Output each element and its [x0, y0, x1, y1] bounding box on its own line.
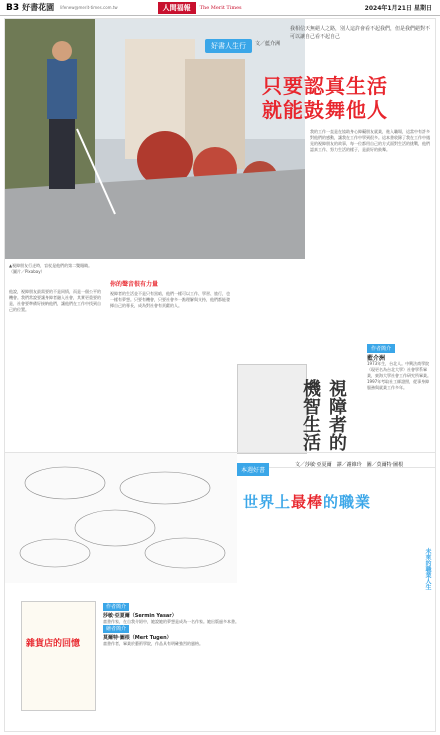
- side-vertical-text: 未來的職業人生: [424, 548, 431, 590]
- article-column-2: 視障者的生活並不是只有黑暗，他們一樣可以工作、學習、旅行，也一樣有夢想。只要有機會，只要社會多一點理解與支持，他們都能發揮自己的專長，成為對社會有貢獻的人。: [110, 291, 230, 308]
- photo-caption: ▲視障朋友行走時，盲杖是他們的第二雙眼睛。（圖片／Pixabay）: [9, 263, 93, 274]
- bottom-article-headline: [243, 491, 371, 512]
- article-quote: 我相信天無絕人之路，別人這許會看不起我們，但是我們絕對不可以讓自己看不起自己: [290, 26, 431, 40]
- article-tag: 好書人生行: [205, 39, 252, 53]
- page-header: [0, 0, 440, 16]
- article-byline: 文／藍介洲: [255, 41, 281, 47]
- top-article: [4, 18, 436, 468]
- illustrator-name: 莫爾特‧圖根（Mert Tugen）: [103, 635, 172, 641]
- headline-part-b: 最棒: [291, 493, 324, 511]
- bottom-article: [4, 452, 436, 732]
- author-intro-tag-2: 作者簡介: [103, 603, 129, 611]
- author-intro-tag: 作者簡介: [367, 344, 395, 353]
- section-number: B3: [6, 2, 20, 13]
- book-title: 視障者的機智生活: [300, 379, 347, 451]
- article-column-3: 他說，視障朋友最需要的不是同情，而是一個公平的機會。我們常說要讓身障者融入社會，其實更重要的是，社會要準備好接納他們，讓他們在工作中找到自己的位置。: [9, 289, 101, 312]
- bottom-credits: [103, 603, 243, 647]
- section-name: 好書花園: [22, 3, 55, 12]
- headline-part-a: 世界上: [243, 493, 292, 511]
- newspaper-logo: 人間福報: [158, 2, 196, 14]
- bottom-article-tag: 本週好書: [237, 463, 269, 476]
- article-column-1: 我的工作一直是在協助身心障礙朋友就業，進入職場，這當中有許多對他們的感動，讓我在工作中學到很多。這本書收錄了我在工作中遇見的視障朋友的故事，每一位都用自己的方式面對生活的挑戰，他們認真工作、努力生活的樣子，是最好的鼓舞。: [310, 129, 430, 152]
- bottom-book-cover: [21, 601, 96, 711]
- illustrator-bio: 童書作者，畢業於藝術學院，作品具有明確強烈的風格。: [103, 641, 203, 646]
- bottom-author-bio: 童書作家，在自我介紹中，她說她的夢想是成為一名作家。她出版過多本書。: [103, 619, 239, 624]
- bottom-author-name: 莎敏‧亞夏爾（Sermin Yasar）: [103, 613, 177, 619]
- author-bio: 1973年生，台北人。中興法商學院（現更名為台北大學）社會學系畢業，東海大學社會工作研究所畢業。1997年考取社工師證照，從事身障服務與就業工作多年。: [367, 361, 431, 390]
- sketch-illustration: [5, 453, 237, 583]
- section-email: lifenew@merit-times.com.tw: [60, 5, 118, 10]
- headline-line-2: 就能鼓舞他人: [262, 98, 388, 122]
- newspaper-logo-en: The Merit Times: [199, 4, 242, 11]
- headline-line-1: 只要認真生活: [262, 74, 388, 98]
- issue-date: 2024年1月21日 星期日: [364, 5, 432, 12]
- street-photo: [5, 19, 305, 259]
- headline-part-c: 的職業: [323, 493, 372, 511]
- article-headline: [220, 74, 430, 122]
- bottom-article-byline: 文／莎敏‧亞夏爾 譯／謝維玲 圖／莫爾特‧圖根: [295, 462, 404, 468]
- bottom-book-title: 雜貨店的回憶: [26, 639, 81, 649]
- author-name: 藍介洲: [367, 355, 386, 362]
- book-feature: [237, 339, 433, 459]
- illustrator-intro-tag: 繪者簡介: [103, 625, 129, 633]
- article-subhead: 你的聲音很有力量: [110, 281, 159, 288]
